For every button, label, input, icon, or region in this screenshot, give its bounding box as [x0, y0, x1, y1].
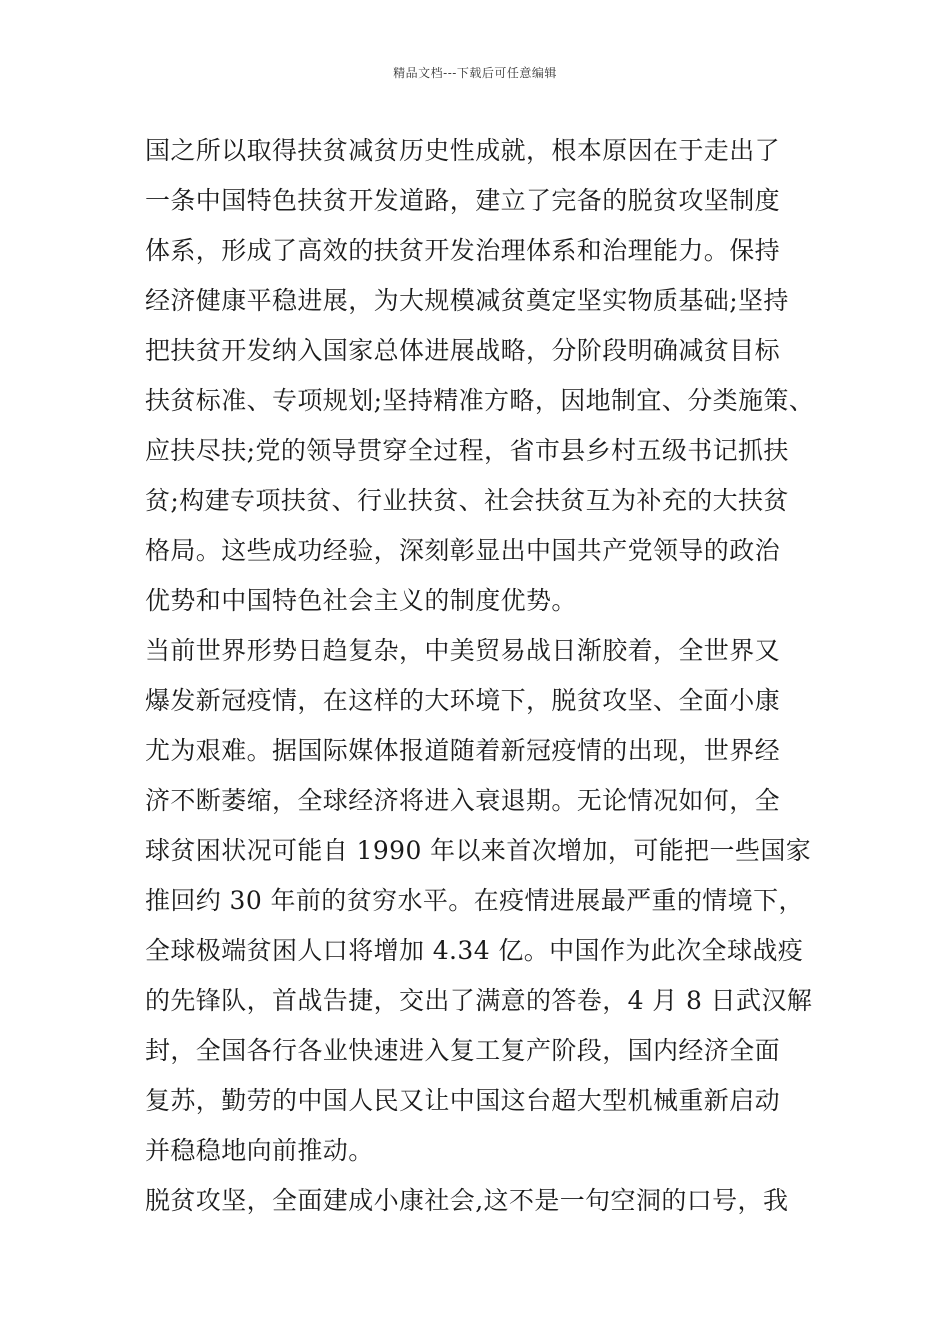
text-line: 推回约 30 年前的贫穷水平。在疫情进展最严重的情境下， [145, 886, 804, 915]
text-line: 脱贫攻坚，全面建成小康社会,这不是一句空洞的口号，我 [145, 1186, 789, 1215]
text-line: 的先锋队，首战告捷，交出了满意的答卷，4 月 8 日武汉解 [145, 986, 813, 1015]
text-line: 济不断萎缩，全球经济将进入衰退期。无论情况如何，全 [145, 786, 781, 815]
text-line: 全球极端贫困人口将增加 4.34 亿。中国作为此次全球战疫 [145, 936, 804, 965]
text-line: 一条中国特色扶贫开发道路，建立了完备的脱贫攻坚制度 [145, 186, 781, 215]
text-line: 体系，形成了高效的扶贫开发治理体系和治理能力。保持 [145, 236, 781, 265]
text-line: 球贫困状况可能自 1990 年以来首次增加，可能把一些国家 [145, 836, 812, 865]
text-line: 国之所以取得扶贫减贫历史性成就，根本原因在于走出了 [145, 136, 781, 165]
text-line: 贫;构建专项扶贫、行业扶贫、社会扶贫互为补充的大扶贫 [145, 486, 789, 515]
text-line: 当前世界形势日趋复杂，中美贸易战日渐胶着，全世界又 [145, 636, 781, 665]
text-line: 应扶尽扶;党的领导贯穿全过程，省市县乡村五级书记抓扶 [145, 436, 789, 465]
paragraph-2 [145, 626, 815, 1176]
text-line: 尤为艰难。据国际媒体报道随着新冠疫情的出现，世界经 [145, 736, 781, 765]
text-line: 封，全国各行各业快速进入复工复产阶段，国内经济全面 [145, 1036, 781, 1065]
paragraph-3 [145, 1176, 815, 1226]
text-line: 把扶贫开发纳入国家总体进展战略，分阶段明确减贫目标 [145, 336, 781, 365]
text-line: 并稳稳地向前推动。 [145, 1136, 374, 1165]
text-line: 优势和中国特色社会主义的制度优势。 [145, 586, 577, 615]
text-line: 复苏，勤劳的中国人民又让中国这台超大型机械重新启动 [145, 1086, 781, 1115]
paragraph-1 [145, 126, 815, 626]
text-line: 经济健康平稳进展，为大规模减贫奠定坚实物质基础;坚持 [145, 286, 789, 315]
text-line: 格局。这些成功经验，深刻彰显出中国共产党领导的政治 [145, 536, 781, 565]
text-line: 扶贫标准、专项规划;坚持精准方略，因地制宜、分类施策、 [145, 386, 815, 415]
page-header: 精品文档---下载后可任意编辑 [393, 66, 557, 80]
text-line: 爆发新冠疫情，在这样的大环境下，脱贫攻坚、全面小康 [145, 686, 781, 715]
document-body [145, 126, 815, 1226]
